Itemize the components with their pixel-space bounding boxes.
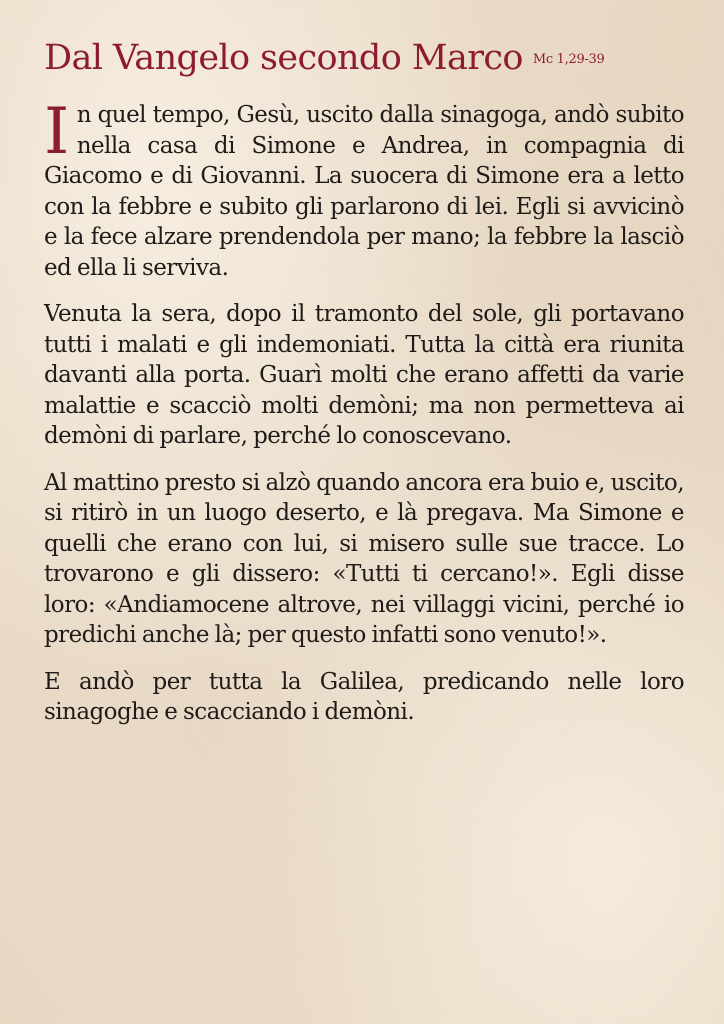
- scripture-reference: Mc 1,29-39: [532, 52, 605, 67]
- drop-cap: I: [44, 95, 69, 169]
- paragraph-text: Al mattino presto si alzò quando ancora era buio e, uscito, si ritirò in un luogo deserto, e là pregava. Ma Simone e quelli che erano con lui, si misero sulle sue tracce. Lo trovarono e gli dissero: «Tutti ti cercano!». Egli disse loro: «Andiamocene altrove, nei villaggi vicini, perché io predichi anche là; per questo infatti sono venuto!».: [44, 469, 684, 648]
- paragraph-text: n quel tempo, Gesù, uscito dalla sinagoga, andò subito nella casa di Simone e Andrea, in compagnia di Giacomo e di Giovanni. La suocera di Simone era a letto con la febbre e subito gli parlarono di lei. Egli si avvicinò e la fece alzare prendendola per mano; la febbre la lasciò ed ella li serviva.: [44, 102, 684, 281]
- paragraph-text: Venuta la sera, dopo il tramonto del sole, gli portavano tutti i malati e gli indemoniati. Tutta la città era riunita davanti alla porta. Guarì molti che erano affetti da varie malattie e scacciò molti demòni; ma non permetteva ai demòni di parlare, perché lo conoscevano.: [44, 301, 684, 449]
- title-row: [44, 38, 684, 78]
- paragraph-text: E andò per tutta la Galilea, predicando nelle loro sinagoghe e scacciando i demòni.: [44, 668, 684, 725]
- page-title: Dal Vangelo secondo Marco: [44, 38, 523, 78]
- paragraph-3: [44, 468, 684, 651]
- paragraph-2: [44, 299, 684, 452]
- gospel-text: [44, 95, 684, 728]
- paragraph-1: [44, 95, 684, 283]
- paragraph-4: [44, 667, 684, 728]
